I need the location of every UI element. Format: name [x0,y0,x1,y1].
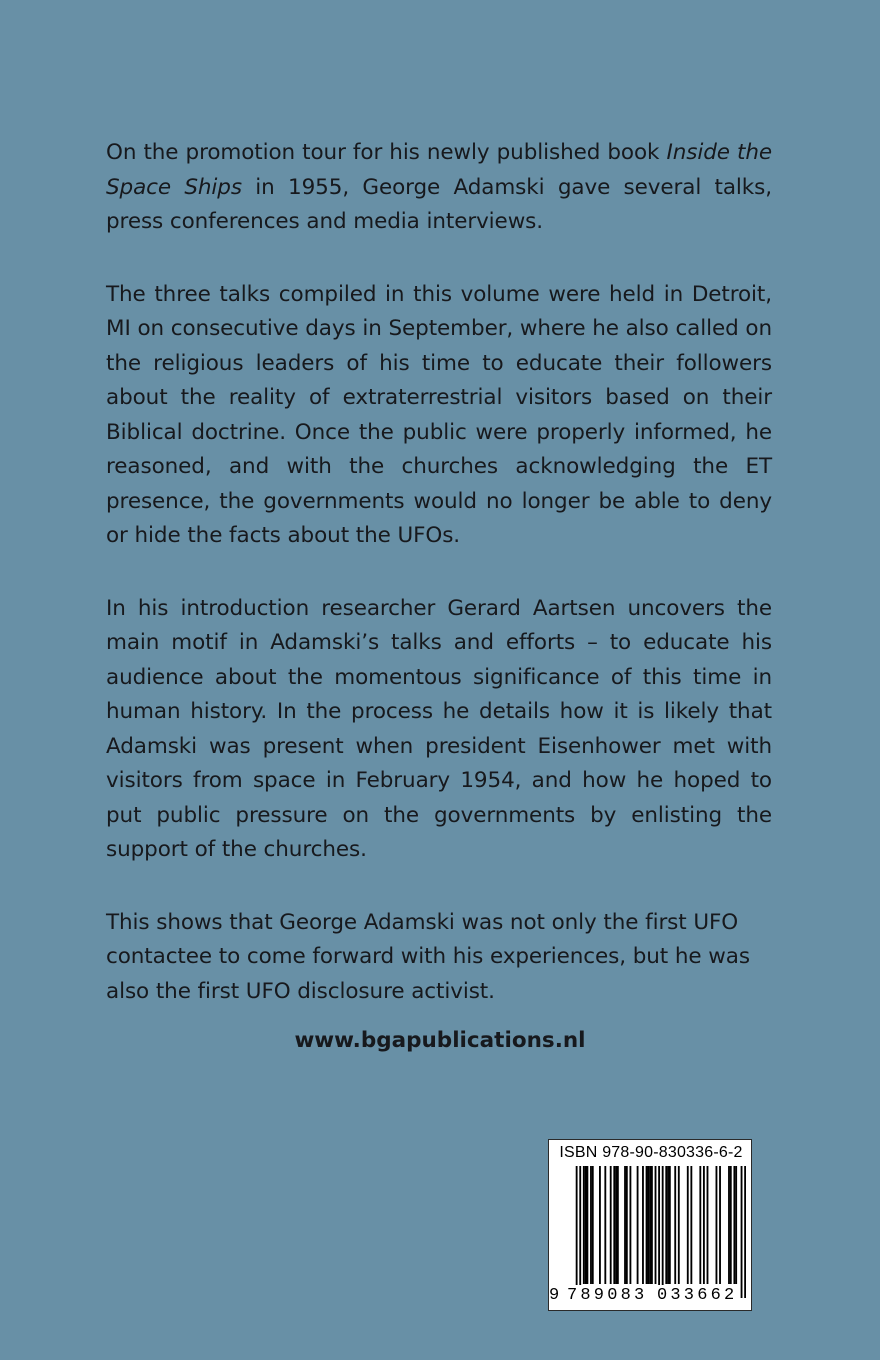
barcode-bar [649,1166,651,1284]
barcode-bar [665,1166,667,1284]
barcode-bar [642,1166,644,1284]
barcode-guard-bar [741,1166,743,1298]
barcode-bar [733,1166,735,1284]
barcode-bar [585,1166,587,1284]
barcode-bar [707,1166,709,1284]
barcode-bar [604,1166,606,1284]
barcode-bar [669,1166,671,1284]
blurb-paragraph-2: The three talks compiled in this volume were held in Detroit, MI on consecutive days in September, where he also called on the religious leaders of his time to educate their followers about the reality of extraterrestrial visitors based on their Biblical doctrine. Once the public were properly informed, he reasoned, and with the churches acknowledging the ET presence, the governments would no longer be able to deny or hide the facts about the UFOs. [106,281,772,548]
barcode-bar [590,1166,592,1284]
blurb-paragraph-4: This shows that George Adamski was not only the first UFO contactee to come forward with his experiences, but he was also the first UFO disclosure activist. [106,909,750,1004]
barcode-digits-right: 033662 [657,1286,738,1305]
barcode-digit-first: 9 [549,1286,560,1305]
barcode-guard-bar [662,1166,664,1298]
barcode-guard-bar [658,1166,660,1298]
barcode-bar [719,1166,721,1284]
isbn-label: ISBN 978-90-830336-6-2 [559,1144,743,1161]
barcode-bar [647,1166,649,1284]
barcode-bar [637,1166,639,1284]
barcode-bar [626,1166,628,1284]
book-title-italic: Inside the Space Ships [106,140,772,200]
blurb-paragraph-3: In his introduction researcher Gerard Aartsen uncovers the main motif in Adamski’s talks and efforts – to educate his audience about the momentous significance of this time in human history. In the process he details how it is likely that Adamski was present when president Eisenhower met with visitors from space in February 1954, and how he hoped to put public pressure on the governments by enlisting the support of the churches. [106,595,772,862]
barcode-bar [624,1166,626,1284]
barcode-bar [716,1166,718,1284]
barcode-bar [678,1166,680,1284]
barcode-bar [651,1166,653,1284]
barcode-bar [613,1166,615,1284]
barcode-bar [735,1166,737,1284]
barcode-digits-left: 789083 [567,1286,648,1305]
ean13-barcode [556,1166,746,1301]
barcode-bar [583,1166,585,1284]
blurb-paragraph-1 [106,136,772,240]
barcode-bar [599,1166,601,1284]
barcode-bar [699,1166,701,1284]
barcode-bar [586,1166,588,1284]
barcode-bar [655,1166,657,1284]
barcode-guard-bar [579,1166,581,1298]
barcode-digits [549,1285,753,1309]
isbn-barcode-box [548,1139,752,1311]
barcode-guard-bar [744,1166,746,1298]
barcode-bar [687,1166,689,1284]
barcode-guard-bar [576,1166,578,1298]
blurb-paragraph-1-text: On the promotion tour for his newly published book [106,140,667,165]
barcode-bar [703,1166,705,1284]
barcode-bar [674,1166,676,1284]
blurb-text [106,136,772,1047]
blurb-paragraph-1-text-end: in 1955, George Adamski gave several talks, press conferences and media interviews. [106,174,772,234]
barcode-bar [667,1166,669,1284]
barcode-bar [730,1166,732,1284]
barcode-bar [646,1166,648,1284]
barcode-bar [629,1166,631,1284]
barcode-bar [617,1166,619,1284]
barcode-bar [610,1166,612,1284]
barcode-bar [690,1166,692,1284]
publisher-website: www.bgapublications.nl [294,1028,586,1053]
barcode-bar [592,1166,594,1284]
barcode-bar [615,1166,617,1284]
barcode-bar [728,1166,730,1284]
